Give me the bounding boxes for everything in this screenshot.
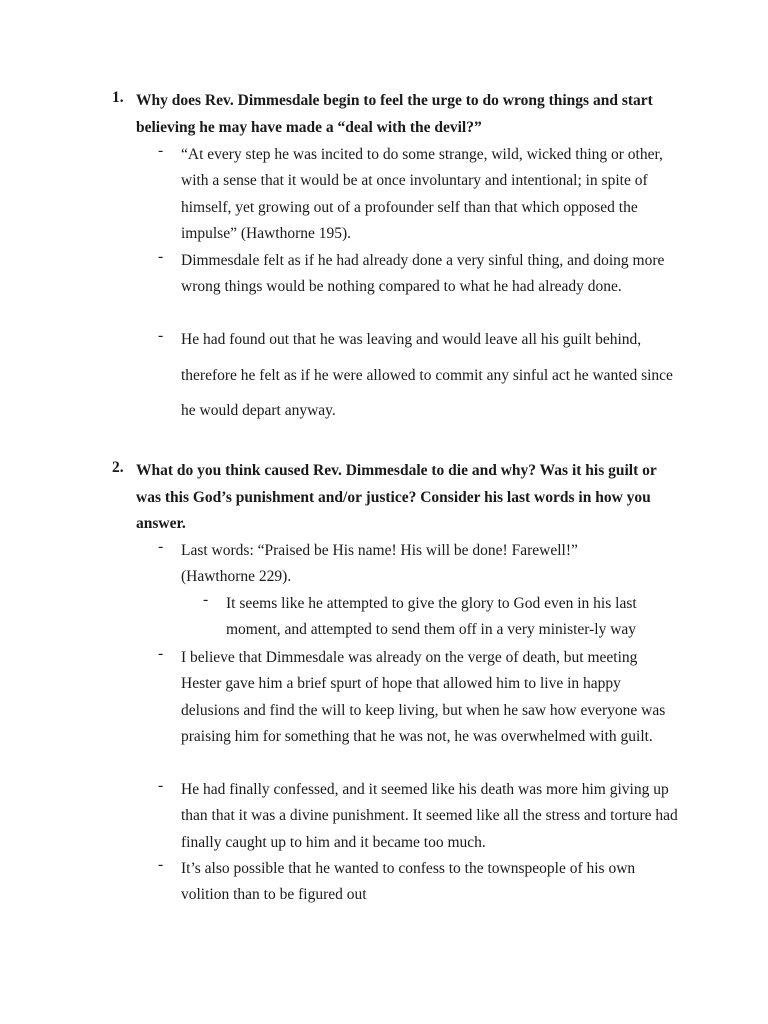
list-item-text: He had found out that he was leaving and would leave all his guilt behind, therefore he felt as if he were allowed to commit any sinful act he wanted since he would depart anyway. (181, 331, 673, 419)
list-item-text: He had finally confessed, and it seemed like his death was more him giving up than that it was a divine punishment. It seemed like all the stress and torture had finally caught up to him and it became too much. (181, 781, 678, 851)
question-text: Why does Rev. Dimmesdale begin to feel the urge to do wrong things and start believing he may have made a “deal with the devil?” (136, 92, 653, 136)
bullet-dash: - (158, 327, 164, 344)
list-item-text: “At every step he was incited to do some strange, wild, wicked thing or other, with a sense that it would be at once involuntary and intentional; in spite of himself, yet growing out of a profounder self than that which opposed the impulse” (Hawthorne 195). (181, 146, 663, 242)
list-item-text: Dimmesdale felt as if he had already done a very sinful thing, and doing more wrong things would be nothing compared to what he had already done. (181, 252, 665, 296)
bullet-dash: - (158, 142, 164, 159)
question-number: 2. (112, 459, 124, 476)
bullet-dash: - (158, 538, 164, 555)
bullet-dash: - (158, 777, 164, 794)
bullet-dash: - (158, 856, 164, 873)
list-item-text: Last words: “Praised be His name! His will be done! Farewell!” (Hawthorne 229). (181, 542, 578, 586)
question-text: What do you think caused Rev. Dimmesdale to die and why? Was it his guilt or was this God’s punishment and/or justice? Consider his last words in how you answer. (136, 462, 657, 532)
bullet-dash: - (203, 591, 209, 608)
list-item-text: It seems like he attempted to give the glory to God even in his last moment, and attempted to send them off in a very minister-ly way (226, 595, 637, 639)
bullet-dash: - (158, 645, 164, 662)
list-item-text: I believe that Dimmesdale was already on the verge of death, but meeting Hester gave him a brief spurt of hope that allowed him to live in happy delusions and find the will to keep living, but when he saw how everyone was praising him for something that he was not, he was overwhelmed with guilt. (181, 649, 666, 745)
list-item-text: It’s also possible that he wanted to confess to the townspeople of his own volition than to be figured out (181, 860, 636, 904)
question-number: 1. (112, 89, 124, 106)
bullet-dash: - (158, 248, 164, 265)
